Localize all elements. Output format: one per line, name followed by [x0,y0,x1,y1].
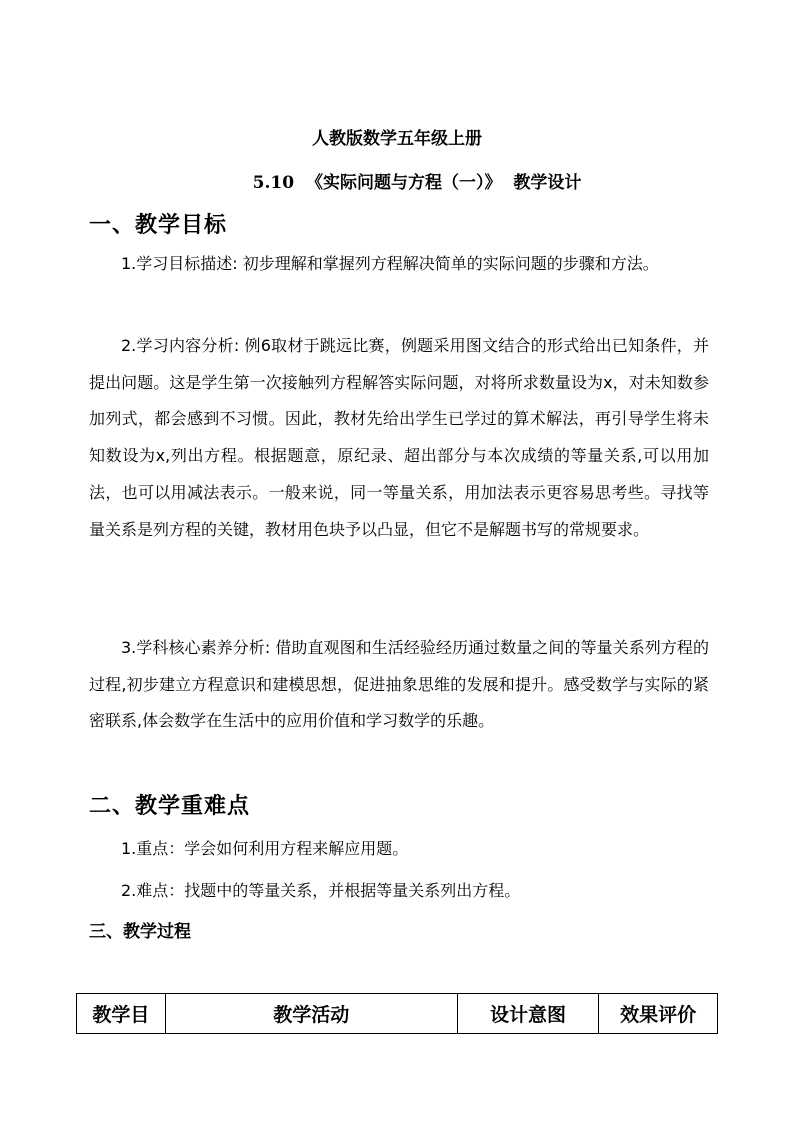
table-header-cell: 教学活动 [165,994,457,1034]
table-header-cell: 设计意图 [457,994,599,1034]
paragraph-content-analysis: 2.学习内容分析: 例6取材于跳远比赛，例题采用图文结合的形式给出已知条件，并提出问题。这是学生第一次接触列方程解答实际问题，对将所求数量设为x，对未知数参加列式，都会感到不习惯。因此，教材先给出学生已学过的算术解法，再引导学生将未知数设为x,列出方程。根据题意，原纪录、超出部分与本次成绩的等量关系,可以用加法，也可以用减法表示。一般来说，同一等量关系，用加法表示更容易思考些。寻找等量关系是列方程的关键，教材用色块予以凸显，但它不是解题书写的常规要求。 [89,336,709,539]
table-header-cell: 效果评价 [599,994,718,1034]
paragraph-learning-goal: 1.学习目标描述: 初步理解和掌握列方程解决简单的实际问题的步骤和方法。 [121,254,659,273]
section-heading-objectives: 一、教学目标 [89,213,228,238]
difficulty-item: 2.难点：找题中的等量关系，并根据等量关系列出方程。 [121,881,521,900]
paragraph-core-literacy: 3.学科核心素养分析: 借助直观图和生活经验经历通过数量之间的等量关系列方程的过程,初步建立方程意识和建模思想，促进抽象思维的发展和提升。感受数学与实际的紧密联系,体会数学在生活中的应用价值和学习数学的乐趣。 [89,638,709,731]
key-point-item: 1.重点：学会如何利用方程来解应用题。 [121,839,409,858]
table-header-row [77,994,718,1034]
table-header-cell: 教学目 [77,994,166,1034]
document-title: 人教版数学五年级上册 [312,129,482,149]
teaching-process-table [76,993,718,1034]
section-heading-process: 三、教学过程 [89,922,191,942]
document-subtitle: 5.10 《实际问题与方程（一）》 教学设计 [252,173,582,193]
section-heading-key-points: 二、教学重难点 [89,794,251,819]
